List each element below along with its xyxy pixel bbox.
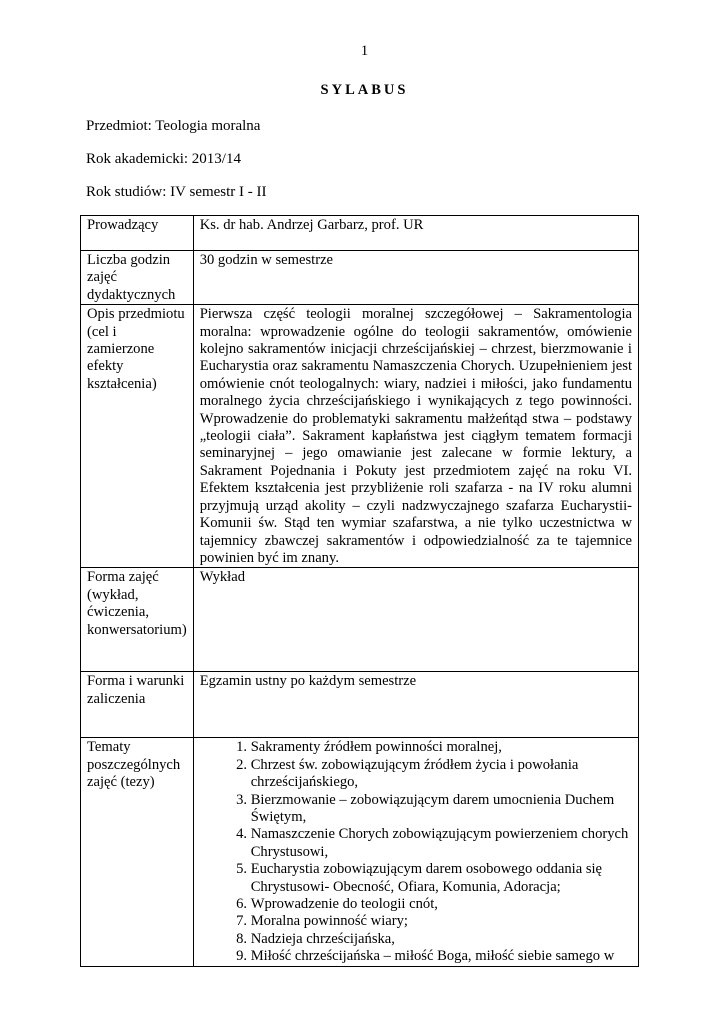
- description-value: Pierwsza część teologii moralnej szczegółowej – Sakramentologia moralna: wprowadzenie ogólne do teologii sakramentów, omówienie kolejno sakramentów inicjacji chrześcijańskiej – chrzest, bierzmowanie i Eucharystia oraz sakramentu Namaszczenia Chorych. Uzupełnieniem jest omówienie cnót teologalnych: wiary, nadziei i miłości, jako fundamentu moralnego życia chrześcijańskiego i wynikających z tego powinności. Wprowadzenie do problematyki sakramentu małżeńtąd stwa – podstawy „teologii ciała”. Sakrament kapłaństwa jest ciągłym tematem formacji seminaryjnej – jego omawianie jest zalecane w formie lektury, a Sakrament Pojednania i Pokuty jest przedmiotem zajęć na roku VI. Efektem kształcenia jest przybliżenie roli szafarza - na IV roku alumni przyjmują urząd akolity – czyli nadzwyczajnego szafarza Eucharystii- Komunii św. Stąd ten wymiar szafarstwa, a nie tylko uczestnictwa w tajemnicy zbawczej sakramentów i odpowiedzialność za te tajemnice powinien być im znany.: [193, 305, 638, 568]
- document-title: SYLABUS: [320, 82, 409, 98]
- table-row: [81, 672, 639, 738]
- page-number: 1: [360, 43, 369, 59]
- instructor-value: Ks. dr hab. Andrzej Garbarz, prof. UR: [193, 216, 638, 251]
- table-row: [81, 305, 639, 568]
- form-label: Forma zajęć (wykład, ćwiczenia, konwersatorium): [81, 568, 194, 672]
- description-label: Opis przedmiotu (cel i zamierzone efekty kształcenia): [81, 305, 194, 568]
- hours-label: Liczba godzin zajęć dydaktycznych: [81, 251, 194, 305]
- instructor-label: Prowadzący: [81, 216, 194, 251]
- table-row: [81, 251, 639, 305]
- list-item: 8. Nadzieja chrześcijańska,: [251, 931, 632, 948]
- table-row: [81, 738, 639, 966]
- table-row: [81, 216, 639, 251]
- subject-line: Przedmiot: Teologia moralna: [86, 118, 261, 134]
- hours-value: 30 godzin w semestrze: [193, 251, 638, 305]
- assessment-label: Forma i warunki zaliczenia: [81, 672, 194, 738]
- topics-list: [200, 739, 632, 965]
- syllabus-table: [80, 215, 639, 967]
- list-item: 7. Moralna powinność wiary;: [251, 913, 632, 930]
- list-item: 5. Eucharystia zobowiązującym darem osobowego oddania się Chrystusowi- Obecność, Ofiara, Komunia, Adoracja;: [251, 861, 632, 896]
- assessment-value: Egzamin ustny po każdym semestrze: [193, 672, 638, 738]
- table-row: [81, 568, 639, 672]
- list-item: 2. Chrzest św. zobowiązującym źródłem życia i powołania chrześcijańskiego,: [251, 757, 632, 792]
- form-value: Wykład: [193, 568, 638, 672]
- list-item: 3. Bierzmowanie – zobowiązującym darem umocnienia Duchem Świętym,: [251, 792, 632, 827]
- academic-year-line: Rok akademicki: 2013/14: [86, 151, 241, 167]
- list-item: 1. Sakramenty źródłem powinności moralnej,: [251, 739, 632, 756]
- list-item: 9. Miłość chrześcijańska – miłość Boga, miłość siebie samego w: [251, 948, 632, 965]
- topics-value: [193, 738, 638, 966]
- study-year-line: Rok studiów: IV semestr I - II: [86, 184, 267, 200]
- list-item: 4. Namaszczenie Chorych zobowiązującym powierzeniem chorych Chrystusowi,: [251, 826, 632, 861]
- list-item: 6. Wprowadzenie do teologii cnót,: [251, 896, 632, 913]
- topics-label: Tematy poszczególnych zajęć (tezy): [81, 738, 194, 966]
